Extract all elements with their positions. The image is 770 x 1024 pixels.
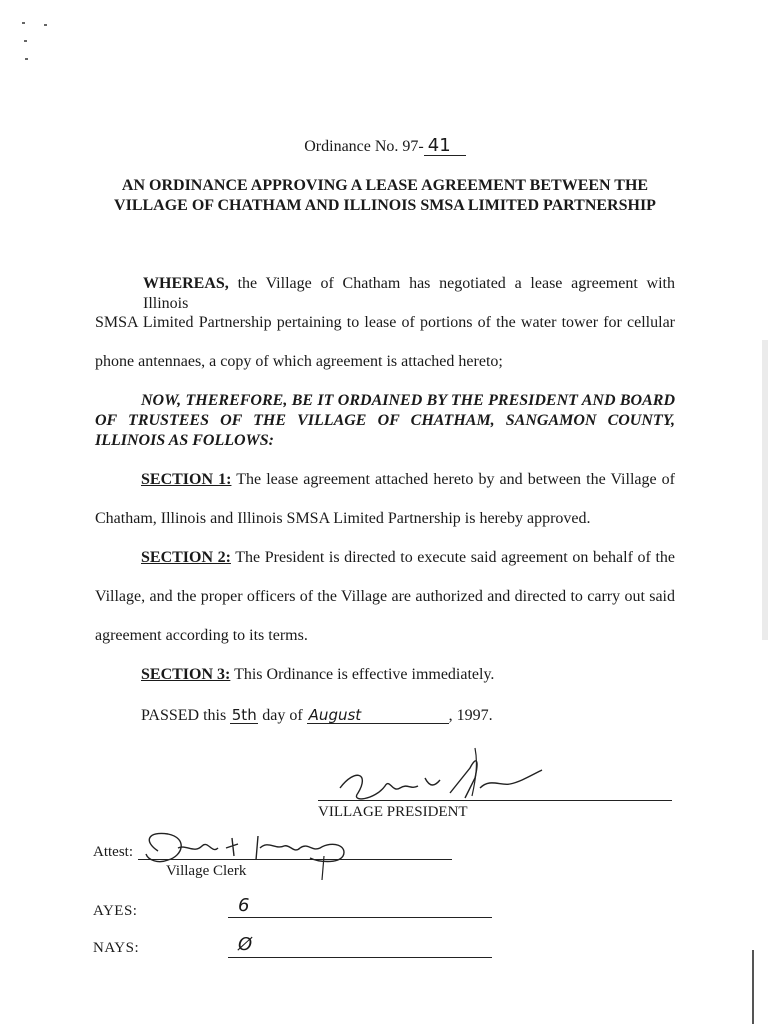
clerk-label: Village Clerk xyxy=(166,863,247,879)
now-therefore-line-2: OF TRUSTEES OF THE VILLAGE OF CHATHAM, SANGAMON COUNTY, xyxy=(95,412,675,429)
ordinance-label: Ordinance No. 97- xyxy=(304,138,424,155)
scan-speck xyxy=(44,24,47,26)
whereas-text-1: the Village of Chatham has negotiated a lease agreement with Illinois xyxy=(143,275,675,312)
passed-year: , 1997. xyxy=(448,707,493,724)
whereas-line-1 xyxy=(143,274,675,314)
passed-middle: day of xyxy=(262,707,303,724)
now-therefore-line-1: NOW, THEREFORE, BE IT ORDAINED BY THE PRESIDENT AND BOARD xyxy=(141,392,675,409)
section-2-text-1: The President is directed to execute said agreement on behalf of the xyxy=(235,549,675,566)
whereas-line-2: SMSA Limited Partnership pertaining to lease of portions of the water tower for cellular xyxy=(95,314,675,331)
scan-speck xyxy=(25,58,28,60)
passed-day-handwritten: 5th xyxy=(231,706,257,724)
scan-speck xyxy=(22,22,25,24)
passed-prefix: PASSED this xyxy=(141,707,227,724)
document-title-line-1: AN ORDINANCE APPROVING A LEASE AGREEMENT BETWEEN THE xyxy=(121,177,649,194)
president-label: VILLAGE PRESIDENT xyxy=(318,804,468,820)
scan-speck xyxy=(24,40,27,42)
nays-label: NAYS: xyxy=(93,940,140,956)
section-2-line-1 xyxy=(141,548,675,568)
president-signature xyxy=(330,748,550,808)
ayes-value-handwritten: 6 xyxy=(238,895,250,916)
section-3-line xyxy=(141,665,675,685)
ordinance-number-handwritten: 41 xyxy=(424,137,466,156)
nays-value-handwritten: Ø xyxy=(238,934,253,955)
president-signature-line xyxy=(318,800,672,801)
section-1-heading: SECTION 1: xyxy=(141,471,232,488)
passed-line xyxy=(141,706,675,726)
clerk-signature-line xyxy=(138,859,452,860)
section-3-heading: SECTION 3: xyxy=(141,666,231,683)
whereas-line-3: phone antennaes, a copy of which agreement is attached hereto; xyxy=(95,353,503,370)
nays-fill-line xyxy=(228,933,492,958)
section-1-line-1 xyxy=(141,470,675,490)
document-title-line-2: VILLAGE OF CHATHAM AND ILLINOIS SMSA LIMITED PARTNERSHIP xyxy=(114,197,656,214)
section-1-line-2: Chatham, Illinois and Illinois SMSA Limited Partnership is hereby approved. xyxy=(95,510,591,527)
section-2-heading: SECTION 2: xyxy=(141,549,231,566)
attest-label: Attest: xyxy=(93,844,133,860)
ayes-fill-line xyxy=(228,895,492,918)
whereas-lead: WHEREAS, xyxy=(143,275,229,292)
section-2-line-3: agreement according to its terms. xyxy=(95,627,308,644)
now-therefore-line-3: ILLINOIS AS FOLLOWS: xyxy=(95,432,274,449)
section-3-text: This Ordinance is effective immediately. xyxy=(234,666,495,683)
passed-month-handwritten: August xyxy=(307,707,449,724)
section-2-line-2: Village, and the proper officers of the Village are authorized and directed to carry out said xyxy=(95,588,675,605)
ordinance-number-line xyxy=(0,137,770,156)
ayes-label: AYES: xyxy=(93,903,138,919)
scan-edge-line xyxy=(752,950,754,1024)
scan-edge-shadow xyxy=(762,340,768,640)
section-1-text-1: The lease agreement attached hereto by and between the Village of xyxy=(236,471,676,488)
